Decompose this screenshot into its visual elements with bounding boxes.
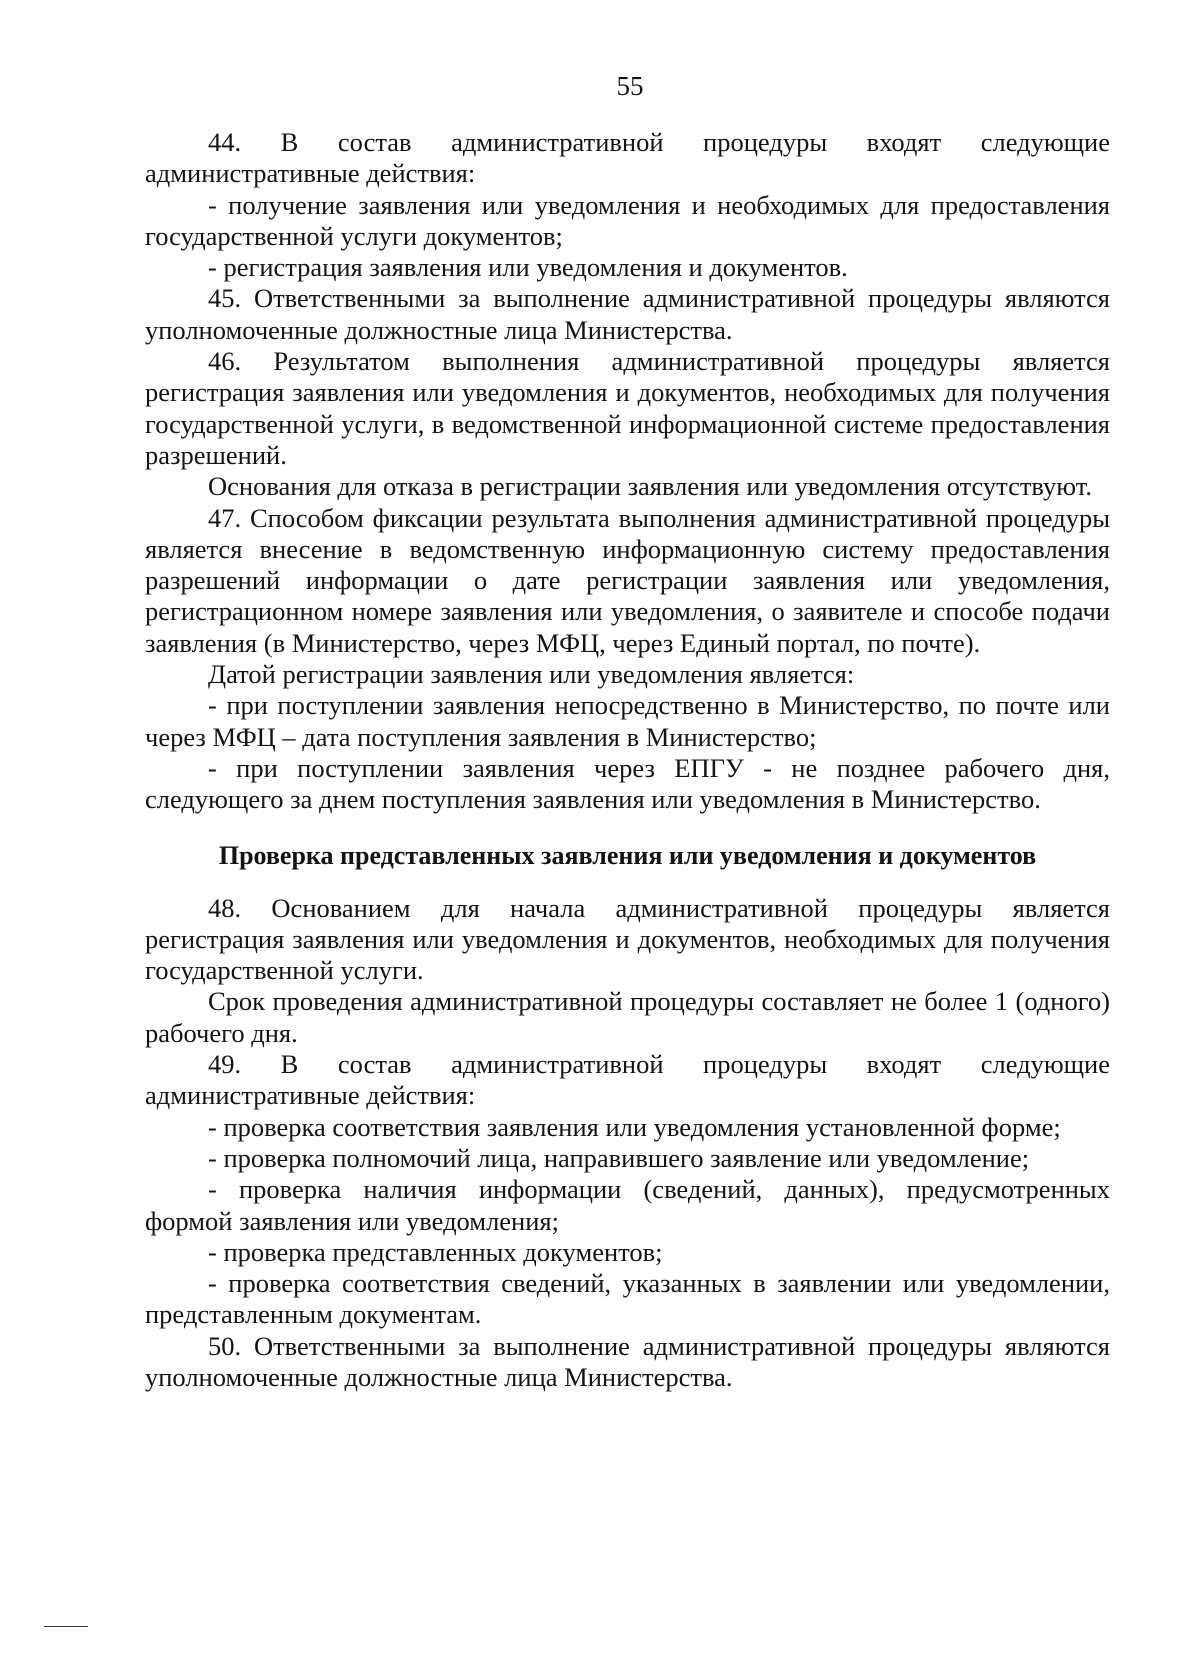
list-item: - проверка наличия информации (сведений, данных), предусмотренных формой заявления или уведомления; — [145, 1174, 1110, 1236]
section-heading: Проверка представленных заявления или уведомления и документов — [218, 840, 1037, 870]
list-item: - регистрация заявления или уведомления и документов. — [208, 252, 848, 283]
paragraph-49: 49. В состав административной процедуры входят следующие административные действия: — [145, 1049, 1110, 1111]
list-item: - получение заявления или уведомления и необходимых для предоставления государственной услуги документов; — [145, 189, 1110, 251]
list-item: - при поступлении заявления непосредственно в Министерство, по почте или через МФЦ – дата поступления заявления в Министерство; — [145, 690, 1110, 752]
paragraph: Срок проведения административной процедуры составляет не более 1 (одного) рабочего дня. — [145, 986, 1110, 1048]
paragraph-46: 46. Результатом выполнения административной процедуры является регистрация заявления или уведомления и документов, необходимых для получения государственной услуги, в ведомственной информационной системе предоставления разрешений. — [145, 346, 1110, 470]
list-item: - проверка соответствия заявления или уведомления установленной форме; — [208, 1111, 1061, 1142]
list-item: - проверка полномочий лица, направившего заявление или уведомление; — [208, 1142, 1030, 1173]
page-number: 55 — [616, 71, 644, 101]
list-item: - при поступлении заявления через ЕПГУ - не позднее рабочего дня, следующего за днем поступления заявления или уведомления в Министерство. — [145, 752, 1110, 815]
paragraph-48: 48. Основанием для начала административной процедуры является регистрация заявления или уведомления и документов, необходимых для получения государственной услуги. — [145, 892, 1110, 986]
list-item: - проверка соответствия сведений, указанных в заявлении или уведомлении, представленным документам. — [145, 1268, 1110, 1330]
paragraph-50: 50. Ответственными за выполнение административной процедуры являются уполномоченные должностные лица Министерства. — [145, 1330, 1110, 1392]
section-verification — [145, 893, 1110, 1394]
paragraph-45: 45. Ответственными за выполнение административной процедуры являются уполномоченные должностные лица Министерства. — [145, 283, 1110, 345]
document-body — [145, 127, 1110, 1393]
margin-line — [44, 1626, 88, 1627]
list-item: - проверка представленных документов; — [208, 1236, 663, 1267]
paragraph: Основания для отказа в регистрации заявления или уведомления отсутствуют. — [208, 471, 1092, 502]
paragraph-47: 47. Способом фиксации результата выполнения административной процедуры является внесение в ведомственную информационную систему предоставления разрешений информации о дате регистрации заявления или уведомления, регистрационном номере заявления или уведомления, о заявителе и способе подачи заявления (в Министерство, через МФЦ, через Единый портал, по почте). — [145, 502, 1110, 658]
paragraph-44: 44. В состав административной процедуры входят следующие административные действия: — [145, 127, 1110, 189]
section-registration — [145, 127, 1110, 816]
paragraph: Датой регистрации заявления или уведомления является: — [208, 659, 855, 690]
